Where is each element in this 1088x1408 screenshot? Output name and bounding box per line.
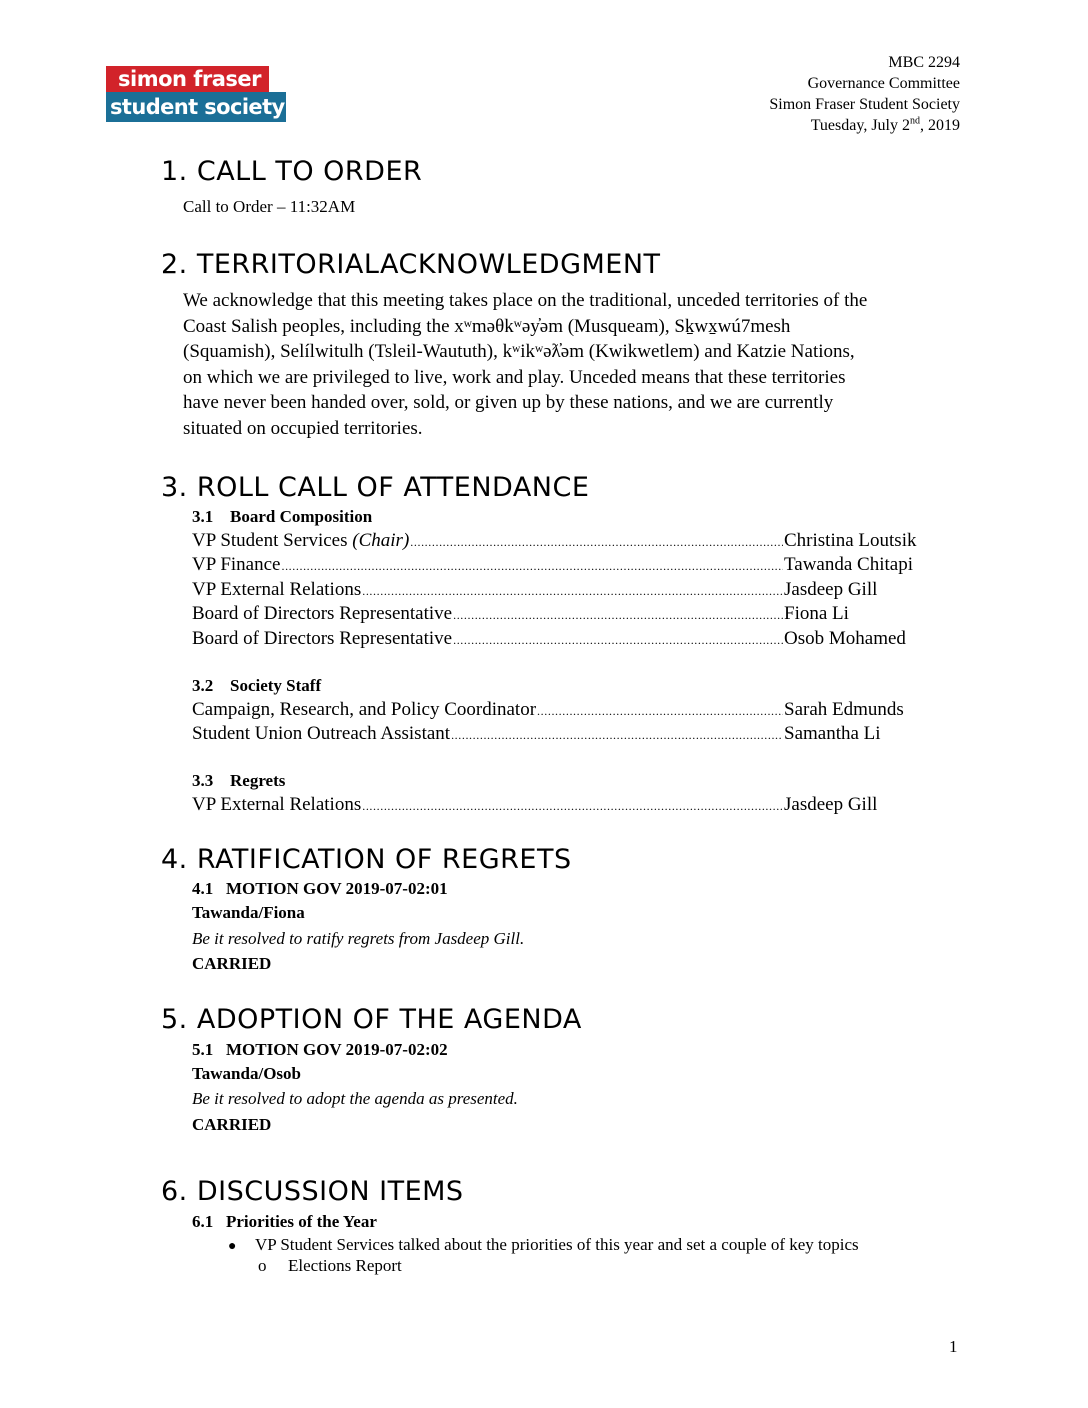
organization-name: Simon Fraser Student Society [769, 96, 960, 113]
section-heading-call-to-order: 1. CALL TO ORDER [161, 156, 423, 187]
attendee-role: VP External Relations [192, 794, 362, 815]
role-qualifier: (Chair) [352, 530, 410, 551]
motion-text: Be it resolved to ratify regrets from Jasdeep Gill. [192, 929, 525, 948]
dot-leader [537, 699, 783, 723]
motion-number: 4.1 MOTION GOV 2019-07-02:01 [192, 879, 448, 898]
dot-leader [453, 603, 783, 627]
sfss-logo [106, 66, 286, 122]
motion-movers: Tawanda/Fiona [192, 903, 305, 922]
bullet-item [228, 1235, 859, 1255]
document-header [769, 52, 960, 136]
subsection-label: Society Staff [230, 676, 322, 695]
attendee-name: Jasdeep Gill [784, 579, 878, 600]
logo-line-1: simon fraser [106, 66, 269, 92]
dot-leader [410, 530, 783, 554]
section-heading-ratification-of-regrets: 4. RATIFICATION OF REGRETS [161, 844, 572, 875]
attendance-row [192, 627, 942, 652]
dot-leader [453, 628, 783, 652]
attendee-name: Fiona Li [784, 603, 849, 624]
attendee-name: Tawanda Chitapi [784, 554, 913, 575]
paragraph-line: (Squamish), Selílwitulh (Tsleil-Waututh), kʷikʷəƛ̓əm (Kwikwetlem) and Katzie Nations, [183, 341, 855, 362]
attendee-role: VP Finance [192, 554, 281, 575]
attendee-role: Board of Directors Representative [192, 603, 453, 624]
subsection-label: Regrets [230, 771, 286, 790]
attendance-row [192, 529, 942, 554]
subsection-regrets [192, 771, 285, 791]
attendee-role: VP External Relations [192, 579, 362, 600]
attendee-role: Campaign, Research, and Policy Coordinator [192, 699, 537, 720]
attendance-row [192, 722, 942, 747]
paragraph-line: have never been handed over, sold, or given up by these nations, and we are currently [183, 392, 834, 413]
meeting-date [769, 115, 960, 136]
attendee-name: Christina Loutsik [784, 530, 917, 551]
subsection-board-composition [192, 507, 372, 527]
sub-bullet-text: Elections Report [288, 1256, 402, 1275]
motion-text: Be it resolved to adopt the agenda as presented. [192, 1089, 518, 1108]
subsection-priorities: 6.1 Priorities of the Year [192, 1212, 377, 1231]
dot-leader [281, 554, 783, 578]
date-ordinal: nd [910, 115, 920, 127]
attendee-role: Board of Directors Representative [192, 628, 453, 649]
committee-name: Governance Committee [807, 75, 960, 92]
paragraph-line: Coast Salish peoples, including the xʷməθkʷəy̓əm (Musqueam), Sḵwx̱wú7mesh [183, 315, 791, 337]
date-prefix: Tuesday, July 2 [810, 117, 910, 134]
dot-leader [362, 579, 783, 603]
role-text: VP Student Services [192, 530, 353, 551]
dot-leader [451, 723, 783, 747]
motion-movers: Tawanda/Osob [192, 1064, 301, 1083]
subsection-number: 3.2 [192, 676, 214, 695]
bullet-icon: ● [228, 1239, 237, 1254]
paragraph-line: on which we are privileged to live, work and play. Unceded means that these territories [183, 366, 846, 388]
attendee-role: Student Union Outreach Assistant [192, 723, 451, 744]
date-suffix: , 2019 [920, 117, 960, 134]
logo-line-2: student society [106, 92, 286, 122]
section-heading-adoption-of-agenda: 5. ADOPTION OF THE AGENDA [161, 1004, 582, 1035]
motion-result: CARRIED [192, 1115, 272, 1134]
section-heading-discussion-items: 6. DISCUSSION ITEMS [161, 1176, 464, 1207]
dot-leader [362, 794, 783, 818]
subsection-number: 3.3 [192, 771, 214, 790]
subsection-number: 3.1 [192, 507, 214, 526]
paragraph-line: situated on occupied territories. [183, 417, 423, 439]
bullet-text: VP Student Services talked about the priorities of this year and set a couple of key topics [255, 1235, 859, 1254]
circle-bullet-icon: o [258, 1256, 267, 1275]
meeting-code: MBC 2294 [888, 54, 960, 71]
attendance-row [192, 793, 942, 818]
attendee-name: Samantha Li [784, 723, 881, 744]
subsection-society-staff [192, 676, 321, 696]
attendee-name: Osob Mohamed [784, 628, 906, 649]
territorial-acknowledgment-text [183, 288, 973, 441]
sub-bullet-item [258, 1256, 402, 1276]
attendee-role [192, 529, 409, 553]
attendee-name: Sarah Edmunds [784, 699, 904, 720]
attendance-row [192, 578, 942, 603]
attendance-row [192, 602, 942, 627]
section-heading-territorial-acknowledgment: 2. TERRITORIALACKNOWLEDGMENT [161, 249, 661, 280]
attendance-row [192, 698, 942, 723]
motion-result: CARRIED [192, 954, 272, 973]
attendee-name: Jasdeep Gill [784, 794, 878, 815]
section-heading-roll-call: 3. ROLL CALL OF ATTENDANCE [161, 472, 590, 503]
page-number: 1 [949, 1337, 958, 1356]
attendance-row [192, 553, 942, 578]
call-to-order-time: Call to Order – 11:32AM [183, 197, 356, 216]
paragraph-line: We acknowledge that this meeting takes place on the traditional, unceded territories of the [183, 290, 868, 311]
motion-number: 5.1 MOTION GOV 2019-07-02:02 [192, 1040, 448, 1059]
subsection-label: Board Composition [230, 507, 373, 526]
